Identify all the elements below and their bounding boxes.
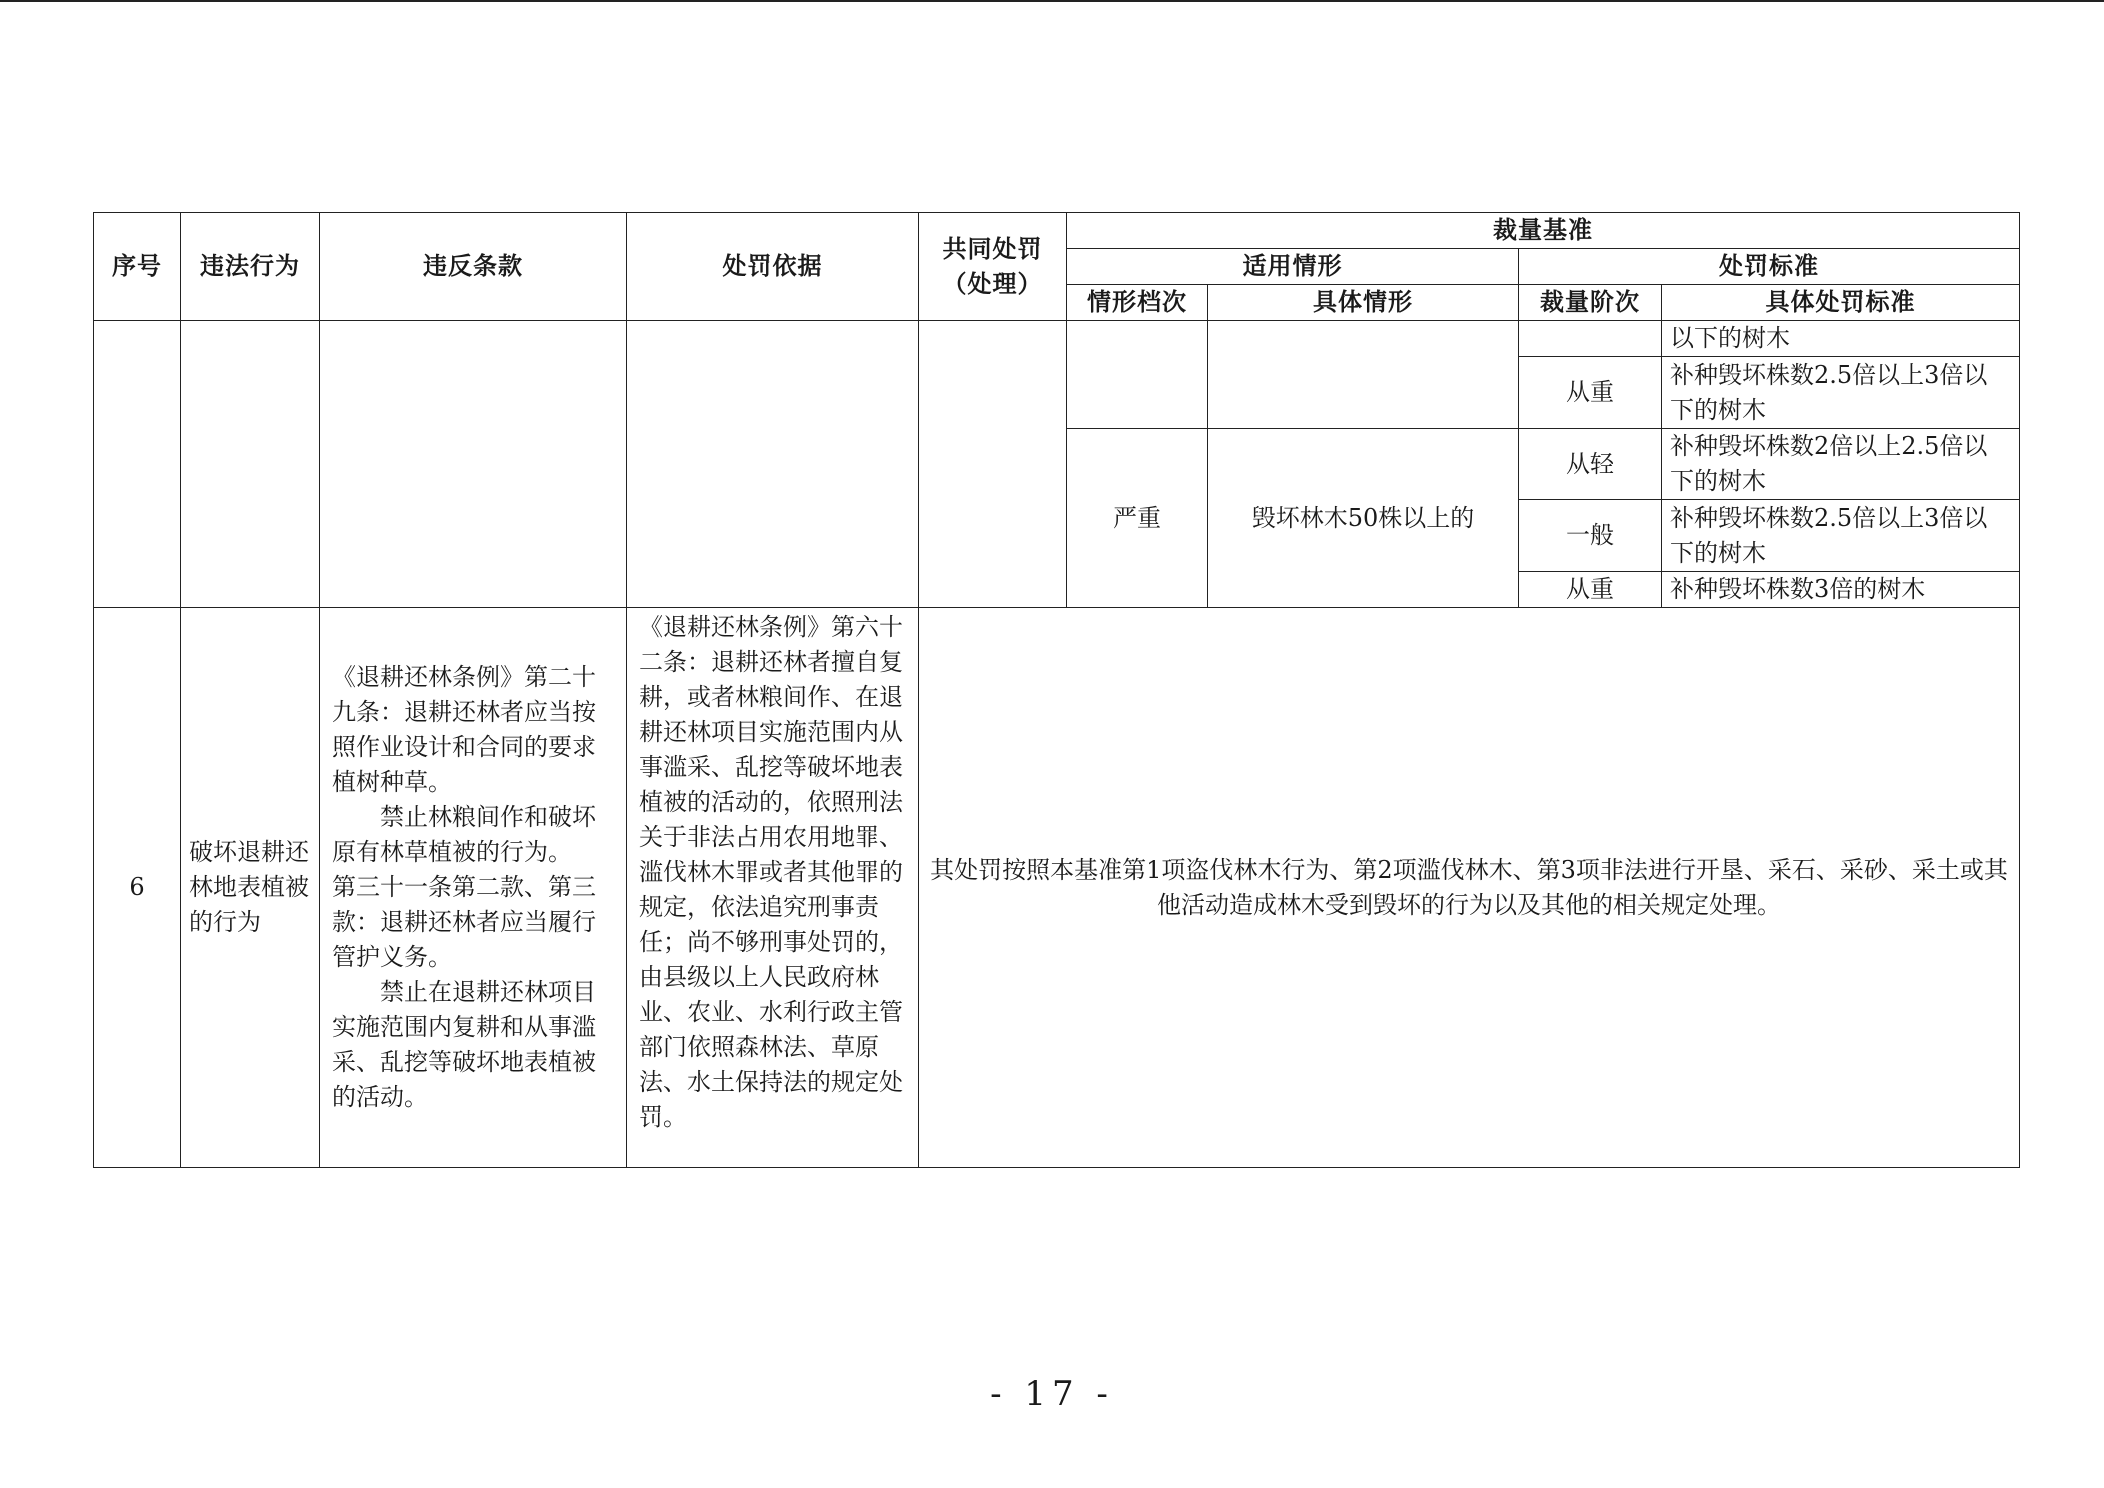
- cont-standard-2: 补种毁坏株数2.5倍以上3倍以下的树木: [1662, 357, 2020, 429]
- item6-benchmark: 其处罚按照本基准第1项盗伐林木行为、第2项滥伐林木、第3项非法进行开垦、采石、采砂、采土或其他活动造成林木受到毁坏的行为以及其他的相关规定处理。: [919, 608, 2020, 1168]
- item6-behavior: 破坏退耕还林地表植被的行为: [181, 608, 320, 1168]
- cont-joint: [919, 321, 1067, 608]
- cont-level-3: 从轻: [1519, 429, 1662, 500]
- serious-grade: 严重: [1067, 429, 1208, 608]
- header-applicable: 适用情形: [1067, 249, 1519, 285]
- header-standard: 处罚标准: [1519, 249, 2020, 285]
- cont-level-5: 从重: [1519, 572, 1662, 608]
- cont-level-2: 从重: [1519, 357, 1662, 429]
- item6-clause-p1: 《退耕还林条例》第二十九条：退耕还林者应当按照作业设计和合同的要求植树种草。: [332, 663, 596, 796]
- header-level: 裁量阶次: [1519, 285, 1662, 321]
- item6-clause-p2: 禁止林粮间作和破坏原有林草植被的行为。: [332, 803, 596, 866]
- cont-basis: [627, 321, 919, 608]
- header-row-1: [94, 213, 2020, 249]
- cont-standard-1: 以下的树木: [1662, 321, 2020, 357]
- header-clause: 违反条款: [320, 213, 627, 321]
- cont-desc: [1208, 321, 1519, 429]
- item6-basis: 《退耕还林条例》第六十二条：退耕还林者擅自复耕，或者林粮间作、在退耕还林项目实施范围内从事滥采、乱挖等破坏地表植被的活动的，依照刑法关于非法占用农用地罪、滥伐林木罪或者其他罪的规定，依法追究刑事责任；尚不够刑事处罚的，由县级以上人民政府林业、农业、水利行政主管部门依照森林法、草原法、水土保持法的规定处罚。: [627, 608, 919, 1168]
- cont-behavior: [181, 321, 320, 608]
- header-basis: 处罚依据: [627, 213, 919, 321]
- item6-seq: 6: [94, 608, 181, 1168]
- cont-standard-4: 补种毁坏株数2.5倍以上3倍以下的树木: [1662, 500, 2020, 572]
- header-joint: 共同处罚（处理）: [919, 213, 1067, 321]
- header-behavior: 违法行为: [181, 213, 320, 321]
- page-number: - 17 -: [990, 1374, 1114, 1414]
- item6-clause-p4: 禁止在退耕还林项目实施范围内复耕和从事滥采、乱挖等破坏地表植被的活动。: [332, 978, 596, 1111]
- header-grade: 情形档次: [1067, 285, 1208, 321]
- serious-desc: 毁坏林木50株以上的: [1208, 429, 1519, 608]
- table-row: [94, 321, 2020, 357]
- cont-grade: [1067, 321, 1208, 429]
- item6-clause-p3: 第三十一条第二款、第三款：退耕还林者应当履行管护义务。: [332, 873, 596, 971]
- cont-clause: [320, 321, 627, 608]
- top-rule: [0, 0, 2104, 2]
- header-benchmark: 裁量基准: [1067, 213, 2020, 249]
- cont-seq: [94, 321, 181, 608]
- header-specific: 具体情形: [1208, 285, 1519, 321]
- table-row-item-6: [94, 608, 2020, 1168]
- item6-clause: [320, 608, 627, 1168]
- cont-level-1: [1519, 321, 1662, 357]
- cont-level-4: 一般: [1519, 500, 1662, 572]
- cont-standard-5: 补种毁坏株数3倍的树木: [1662, 572, 2020, 608]
- header-specific-standard: 具体处罚标准: [1662, 285, 2020, 321]
- header-seq: 序号: [94, 213, 181, 321]
- penalty-table: [93, 212, 2020, 1168]
- cont-standard-3: 补种毁坏株数2倍以上2.5倍以下的树木: [1662, 429, 2020, 500]
